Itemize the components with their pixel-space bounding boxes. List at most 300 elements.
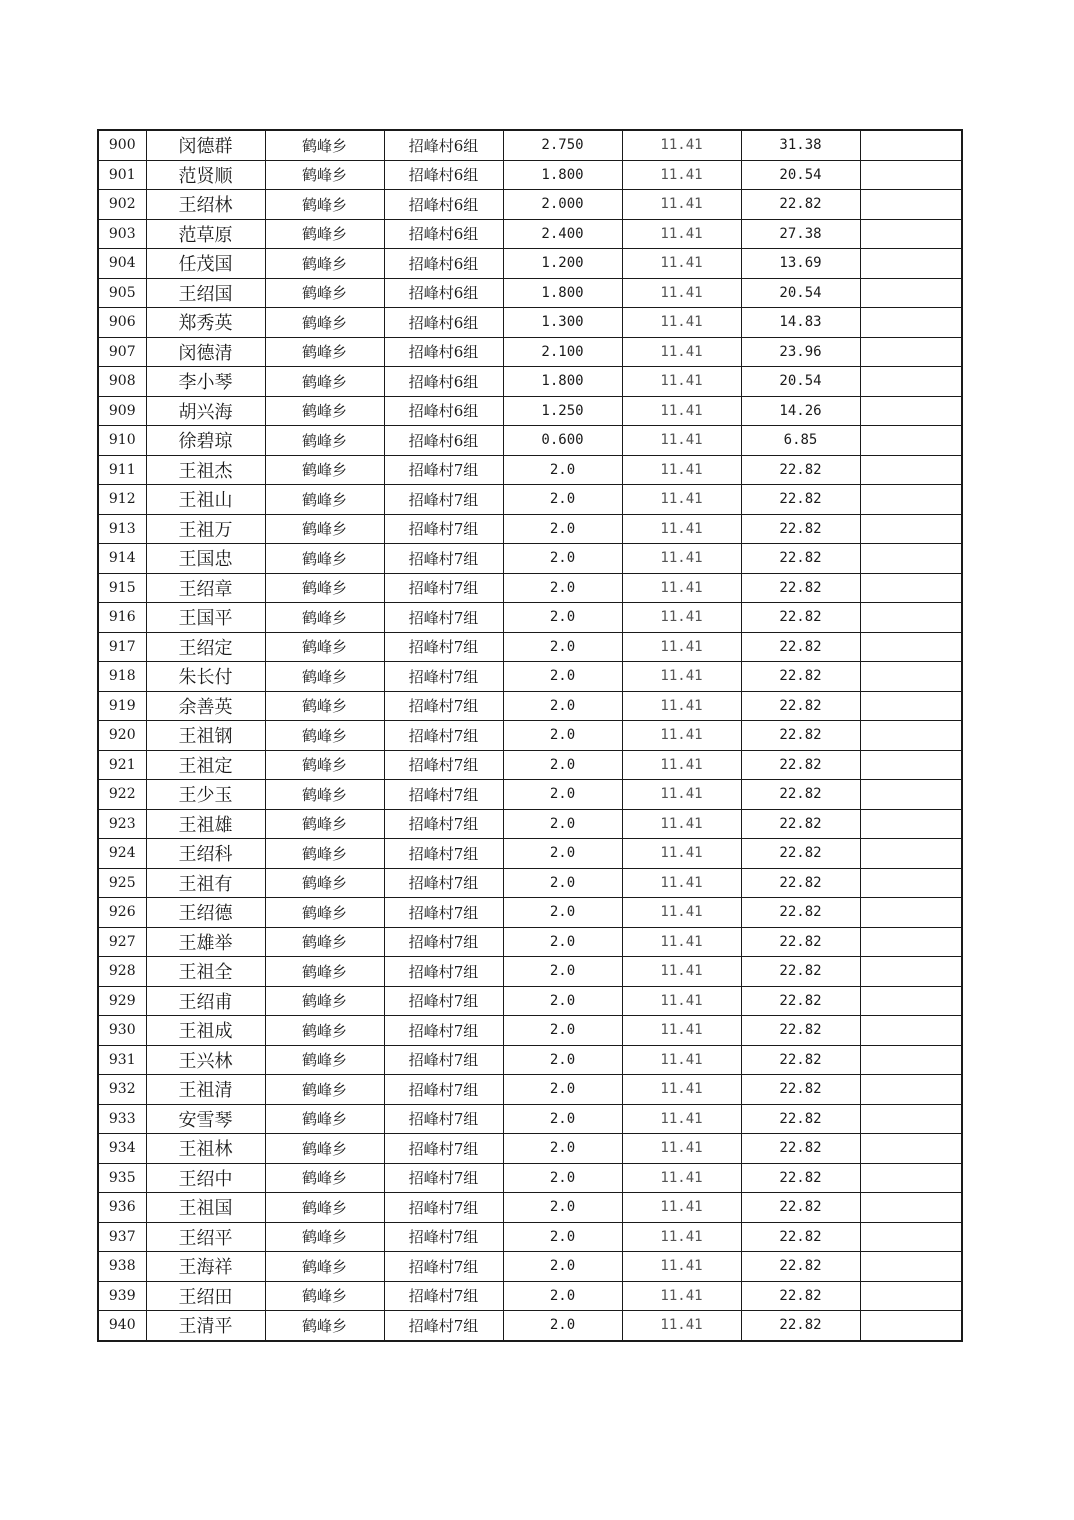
row-number: 920: [98, 721, 146, 751]
remark-cell: [860, 514, 962, 544]
table-row: [98, 308, 962, 338]
township-cell: 鹤峰乡: [265, 514, 384, 544]
rate-cell: 11.41: [622, 544, 741, 574]
area-cell: 0.600: [503, 426, 622, 456]
village-group-cell: 招峰村6组: [384, 160, 503, 190]
name-cell: 任茂国: [146, 249, 265, 279]
area-cell: 2.0: [503, 1016, 622, 1046]
township-cell: 鹤峰乡: [265, 662, 384, 692]
township-cell: 鹤峰乡: [265, 573, 384, 603]
row-number: 923: [98, 809, 146, 839]
remark-cell: [860, 780, 962, 810]
village-group-cell: 招峰村7组: [384, 632, 503, 662]
amount-cell: 31.38: [741, 130, 860, 160]
name-cell: 王绍田: [146, 1281, 265, 1311]
village-group-cell: 招峰村7组: [384, 1016, 503, 1046]
area-cell: 2.0: [503, 544, 622, 574]
row-number: 919: [98, 691, 146, 721]
table-row: [98, 927, 962, 957]
remark-cell: [860, 337, 962, 367]
rate-cell: 11.41: [622, 927, 741, 957]
table-row: [98, 544, 962, 574]
row-number: 900: [98, 130, 146, 160]
rate-cell: 11.41: [622, 308, 741, 338]
village-group-cell: 招峰村7组: [384, 1104, 503, 1134]
village-group-cell: 招峰村7组: [384, 514, 503, 544]
table-row: [98, 367, 962, 397]
row-number: 914: [98, 544, 146, 574]
amount-cell: 22.82: [741, 1252, 860, 1282]
amount-cell: 6.85: [741, 426, 860, 456]
remark-cell: [860, 1045, 962, 1075]
amount-cell: 14.83: [741, 308, 860, 338]
remark-cell: [860, 603, 962, 633]
area-cell: 2.0: [503, 603, 622, 633]
amount-cell: 22.82: [741, 1281, 860, 1311]
table-row: [98, 1281, 962, 1311]
name-cell: 王祖国: [146, 1193, 265, 1223]
name-cell: 王绍平: [146, 1222, 265, 1252]
amount-cell: 22.82: [741, 1193, 860, 1223]
rate-cell: 11.41: [622, 1045, 741, 1075]
amount-cell: 22.82: [741, 986, 860, 1016]
remark-cell: [860, 809, 962, 839]
name-cell: 王祖钢: [146, 721, 265, 751]
name-cell: 闵德群: [146, 130, 265, 160]
area-cell: 2.400: [503, 219, 622, 249]
township-cell: 鹤峰乡: [265, 249, 384, 279]
rate-cell: 11.41: [622, 662, 741, 692]
table-row: [98, 1016, 962, 1046]
rate-cell: 11.41: [622, 986, 741, 1016]
table-row: [98, 898, 962, 928]
table-row: [98, 278, 962, 308]
rate-cell: 11.41: [622, 396, 741, 426]
area-cell: 1.250: [503, 396, 622, 426]
township-cell: 鹤峰乡: [265, 544, 384, 574]
amount-cell: 23.96: [741, 337, 860, 367]
township-cell: 鹤峰乡: [265, 130, 384, 160]
row-number: 939: [98, 1281, 146, 1311]
table-row: [98, 868, 962, 898]
township-cell: 鹤峰乡: [265, 190, 384, 220]
remark-cell: [860, 1075, 962, 1105]
amount-cell: 22.82: [741, 190, 860, 220]
name-cell: 闵德清: [146, 337, 265, 367]
rate-cell: 11.41: [622, 367, 741, 397]
table-row: [98, 1163, 962, 1193]
township-cell: 鹤峰乡: [265, 455, 384, 485]
name-cell: 王祖全: [146, 957, 265, 987]
table-row: [98, 839, 962, 869]
name-cell: 范草原: [146, 219, 265, 249]
area-cell: 2.0: [503, 809, 622, 839]
rate-cell: 11.41: [622, 780, 741, 810]
amount-cell: 22.82: [741, 514, 860, 544]
township-cell: 鹤峰乡: [265, 337, 384, 367]
area-cell: 2.0: [503, 780, 622, 810]
rate-cell: 11.41: [622, 839, 741, 869]
name-cell: 王祖山: [146, 485, 265, 515]
remark-cell: [860, 544, 962, 574]
rate-cell: 11.41: [622, 868, 741, 898]
amount-cell: 20.54: [741, 160, 860, 190]
village-group-cell: 招峰村7组: [384, 455, 503, 485]
table-row: [98, 691, 962, 721]
name-cell: 李小琴: [146, 367, 265, 397]
remark-cell: [860, 750, 962, 780]
amount-cell: 22.82: [741, 868, 860, 898]
name-cell: 王绍中: [146, 1163, 265, 1193]
table-row: [98, 780, 962, 810]
rate-cell: 11.41: [622, 957, 741, 987]
name-cell: 王祖成: [146, 1016, 265, 1046]
village-group-cell: 招峰村7组: [384, 721, 503, 751]
township-cell: 鹤峰乡: [265, 160, 384, 190]
name-cell: 胡兴海: [146, 396, 265, 426]
table-row: [98, 1075, 962, 1105]
township-cell: 鹤峰乡: [265, 1134, 384, 1164]
rate-cell: 11.41: [622, 1193, 741, 1223]
table-row: [98, 1134, 962, 1164]
area-cell: 2.0: [503, 986, 622, 1016]
name-cell: 王祖万: [146, 514, 265, 544]
table-row: [98, 426, 962, 456]
remark-cell: [860, 898, 962, 928]
amount-cell: 22.82: [741, 1134, 860, 1164]
township-cell: 鹤峰乡: [265, 957, 384, 987]
township-cell: 鹤峰乡: [265, 927, 384, 957]
village-group-cell: 招峰村7组: [384, 662, 503, 692]
rate-cell: 11.41: [622, 485, 741, 515]
amount-cell: 22.82: [741, 485, 860, 515]
name-cell: 王祖定: [146, 750, 265, 780]
remark-cell: [860, 485, 962, 515]
name-cell: 安雪琴: [146, 1104, 265, 1134]
rate-cell: 11.41: [622, 1222, 741, 1252]
remark-cell: [860, 426, 962, 456]
rate-cell: 11.41: [622, 632, 741, 662]
township-cell: 鹤峰乡: [265, 750, 384, 780]
area-cell: 2.0: [503, 1104, 622, 1134]
name-cell: 范贤顺: [146, 160, 265, 190]
village-group-cell: 招峰村6组: [384, 249, 503, 279]
area-cell: 2.750: [503, 130, 622, 160]
table-row: [98, 750, 962, 780]
rate-cell: 11.41: [622, 1311, 741, 1341]
rate-cell: 11.41: [622, 750, 741, 780]
amount-cell: 22.82: [741, 1222, 860, 1252]
area-cell: 2.0: [503, 485, 622, 515]
village-group-cell: 招峰村7组: [384, 1193, 503, 1223]
rate-cell: 11.41: [622, 691, 741, 721]
area-cell: 2.0: [503, 839, 622, 869]
village-group-cell: 招峰村7组: [384, 573, 503, 603]
name-cell: 王国平: [146, 603, 265, 633]
area-cell: 2.0: [503, 1222, 622, 1252]
area-cell: 2.0: [503, 514, 622, 544]
table-row: [98, 957, 962, 987]
name-cell: 王清平: [146, 1311, 265, 1341]
table-row: [98, 190, 962, 220]
township-cell: 鹤峰乡: [265, 1281, 384, 1311]
township-cell: 鹤峰乡: [265, 1252, 384, 1282]
table-row: [98, 485, 962, 515]
name-cell: 余善英: [146, 691, 265, 721]
name-cell: 王绍甫: [146, 986, 265, 1016]
area-cell: 1.800: [503, 278, 622, 308]
rate-cell: 11.41: [622, 1252, 741, 1282]
name-cell: 王国忠: [146, 544, 265, 574]
table-body: [98, 130, 962, 1341]
rate-cell: 11.41: [622, 190, 741, 220]
table-row: [98, 455, 962, 485]
rate-cell: 11.41: [622, 278, 741, 308]
area-cell: 2.0: [503, 868, 622, 898]
area-cell: 2.0: [503, 662, 622, 692]
amount-cell: 27.38: [741, 219, 860, 249]
amount-cell: 22.82: [741, 632, 860, 662]
village-group-cell: 招峰村7组: [384, 780, 503, 810]
village-group-cell: 招峰村7组: [384, 898, 503, 928]
village-group-cell: 招峰村6组: [384, 219, 503, 249]
remark-cell: [860, 160, 962, 190]
remark-cell: [860, 927, 962, 957]
table-row: [98, 249, 962, 279]
row-number: 935: [98, 1163, 146, 1193]
village-group-cell: 招峰村6组: [384, 367, 503, 397]
village-group-cell: 招峰村6组: [384, 337, 503, 367]
township-cell: 鹤峰乡: [265, 219, 384, 249]
row-number: 904: [98, 249, 146, 279]
rate-cell: 11.41: [622, 1075, 741, 1105]
row-number: 924: [98, 839, 146, 869]
village-group-cell: 招峰村7组: [384, 544, 503, 574]
village-group-cell: 招峰村7组: [384, 809, 503, 839]
amount-cell: 22.82: [741, 1075, 860, 1105]
township-cell: 鹤峰乡: [265, 485, 384, 515]
amount-cell: 22.82: [741, 691, 860, 721]
area-cell: 2.0: [503, 1134, 622, 1164]
remark-cell: [860, 190, 962, 220]
rate-cell: 11.41: [622, 721, 741, 751]
row-number: 931: [98, 1045, 146, 1075]
remark-cell: [860, 308, 962, 338]
village-group-cell: 招峰村6组: [384, 130, 503, 160]
amount-cell: 22.82: [741, 573, 860, 603]
rate-cell: 11.41: [622, 514, 741, 544]
township-cell: 鹤峰乡: [265, 898, 384, 928]
row-number: 913: [98, 514, 146, 544]
remark-cell: [860, 1134, 962, 1164]
area-cell: 2.0: [503, 1075, 622, 1105]
area-cell: 1.200: [503, 249, 622, 279]
row-number: 910: [98, 426, 146, 456]
table-row: [98, 1222, 962, 1252]
remark-cell: [860, 1311, 962, 1341]
rate-cell: 11.41: [622, 1134, 741, 1164]
remark-cell: [860, 1281, 962, 1311]
village-group-cell: 招峰村7组: [384, 927, 503, 957]
remark-cell: [860, 721, 962, 751]
row-number: 905: [98, 278, 146, 308]
remark-cell: [860, 219, 962, 249]
amount-cell: 22.82: [741, 455, 860, 485]
rate-cell: 11.41: [622, 1016, 741, 1046]
name-cell: 王海祥: [146, 1252, 265, 1282]
remark-cell: [860, 1222, 962, 1252]
name-cell: 王祖雄: [146, 809, 265, 839]
name-cell: 王兴林: [146, 1045, 265, 1075]
area-cell: 2.0: [503, 1252, 622, 1282]
row-number: 916: [98, 603, 146, 633]
township-cell: 鹤峰乡: [265, 1075, 384, 1105]
table-row: [98, 809, 962, 839]
township-cell: 鹤峰乡: [265, 1222, 384, 1252]
name-cell: 王祖清: [146, 1075, 265, 1105]
township-cell: 鹤峰乡: [265, 868, 384, 898]
table-row: [98, 219, 962, 249]
area-cell: 2.0: [503, 750, 622, 780]
row-number: 918: [98, 662, 146, 692]
township-cell: 鹤峰乡: [265, 1016, 384, 1046]
township-cell: 鹤峰乡: [265, 603, 384, 633]
township-cell: 鹤峰乡: [265, 1104, 384, 1134]
remark-cell: [860, 868, 962, 898]
area-cell: 2.0: [503, 1311, 622, 1341]
rate-cell: 11.41: [622, 160, 741, 190]
amount-cell: 22.82: [741, 1104, 860, 1134]
area-cell: 2.0: [503, 1193, 622, 1223]
table-row: [98, 1311, 962, 1341]
township-cell: 鹤峰乡: [265, 632, 384, 662]
name-cell: 王祖杰: [146, 455, 265, 485]
row-number: 901: [98, 160, 146, 190]
row-number: 907: [98, 337, 146, 367]
row-number: 930: [98, 1016, 146, 1046]
remark-cell: [860, 278, 962, 308]
table-row: [98, 573, 962, 603]
row-number: 917: [98, 632, 146, 662]
row-number: 940: [98, 1311, 146, 1341]
name-cell: 徐碧琼: [146, 426, 265, 456]
row-number: 937: [98, 1222, 146, 1252]
table-row: [98, 662, 962, 692]
area-cell: 2.0: [503, 898, 622, 928]
amount-cell: 22.82: [741, 1311, 860, 1341]
rate-cell: 11.41: [622, 249, 741, 279]
name-cell: 王绍林: [146, 190, 265, 220]
name-cell: 王少玉: [146, 780, 265, 810]
table-row: [98, 1252, 962, 1282]
rate-cell: 11.41: [622, 1163, 741, 1193]
remark-cell: [860, 1016, 962, 1046]
name-cell: 王绍章: [146, 573, 265, 603]
table-row: [98, 1045, 962, 1075]
rate-cell: 11.41: [622, 898, 741, 928]
township-cell: 鹤峰乡: [265, 691, 384, 721]
row-number: 903: [98, 219, 146, 249]
row-number: 938: [98, 1252, 146, 1282]
remark-cell: [860, 986, 962, 1016]
area-cell: 2.0: [503, 721, 622, 751]
table-row: [98, 1104, 962, 1134]
name-cell: 王祖有: [146, 868, 265, 898]
village-group-cell: 招峰村6组: [384, 308, 503, 338]
rate-cell: 11.41: [622, 130, 741, 160]
name-cell: 王雄举: [146, 927, 265, 957]
row-number: 911: [98, 455, 146, 485]
remark-cell: [860, 130, 962, 160]
row-number: 934: [98, 1134, 146, 1164]
remark-cell: [860, 691, 962, 721]
amount-cell: 22.82: [741, 750, 860, 780]
township-cell: 鹤峰乡: [265, 780, 384, 810]
name-cell: 王绍德: [146, 898, 265, 928]
remark-cell: [860, 632, 962, 662]
village-group-cell: 招峰村7组: [384, 485, 503, 515]
township-cell: 鹤峰乡: [265, 396, 384, 426]
village-group-cell: 招峰村7组: [384, 1134, 503, 1164]
amount-cell: 22.82: [741, 603, 860, 633]
name-cell: 王祖林: [146, 1134, 265, 1164]
row-number: 927: [98, 927, 146, 957]
row-number: 906: [98, 308, 146, 338]
rate-cell: 11.41: [622, 809, 741, 839]
row-number: 932: [98, 1075, 146, 1105]
table-row: [98, 1193, 962, 1223]
rate-cell: 11.41: [622, 426, 741, 456]
amount-cell: 13.69: [741, 249, 860, 279]
rate-cell: 11.41: [622, 573, 741, 603]
area-cell: 2.0: [503, 691, 622, 721]
remark-cell: [860, 573, 962, 603]
village-group-cell: 招峰村7组: [384, 1281, 503, 1311]
row-number: 928: [98, 957, 146, 987]
remark-cell: [860, 839, 962, 869]
area-cell: 2.0: [503, 455, 622, 485]
remark-cell: [860, 455, 962, 485]
township-cell: 鹤峰乡: [265, 308, 384, 338]
area-cell: 2.0: [503, 1045, 622, 1075]
area-cell: 2.0: [503, 632, 622, 662]
remark-cell: [860, 396, 962, 426]
amount-cell: 22.82: [741, 898, 860, 928]
row-number: 912: [98, 485, 146, 515]
amount-cell: 22.82: [741, 927, 860, 957]
row-number: 922: [98, 780, 146, 810]
area-cell: 1.300: [503, 308, 622, 338]
area-cell: 1.800: [503, 160, 622, 190]
remark-cell: [860, 662, 962, 692]
amount-cell: 22.82: [741, 1016, 860, 1046]
rate-cell: 11.41: [622, 337, 741, 367]
amount-cell: 22.82: [741, 809, 860, 839]
village-group-cell: 招峰村7组: [384, 1222, 503, 1252]
township-cell: 鹤峰乡: [265, 1311, 384, 1341]
village-group-cell: 招峰村7组: [384, 1075, 503, 1105]
remark-cell: [860, 1163, 962, 1193]
village-group-cell: 招峰村7组: [384, 1163, 503, 1193]
name-cell: 王绍科: [146, 839, 265, 869]
row-number: 936: [98, 1193, 146, 1223]
name-cell: 王绍国: [146, 278, 265, 308]
table-row: [98, 396, 962, 426]
amount-cell: 22.82: [741, 1045, 860, 1075]
village-group-cell: 招峰村7组: [384, 1311, 503, 1341]
area-cell: 2.0: [503, 1281, 622, 1311]
village-group-cell: 招峰村6组: [384, 278, 503, 308]
